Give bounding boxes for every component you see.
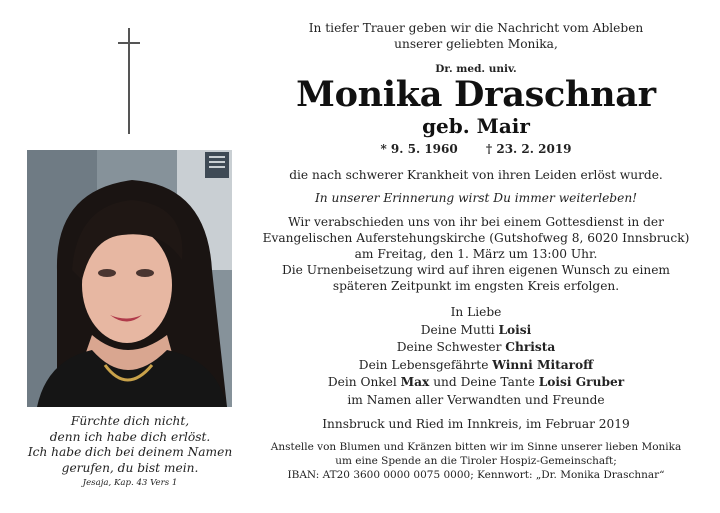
mourner-line: Deine Mutti Loisi [420, 322, 532, 337]
mourner-line: Dein Onkel Max und Deine Tante Loisi Gruber [327, 375, 625, 389]
death-date: † 23. 2. 2019 [485, 142, 572, 156]
deceased-name: Monika Draschnar [296, 74, 656, 115]
maiden-name: geb. Mair [422, 114, 530, 138]
verse-line: denn ich habe dich erlöst. [49, 429, 211, 444]
mourner-line: im Namen aller Verwandten und Freunde [347, 392, 605, 407]
service-line: Die Urnenbeisetzung wird auf ihren eigenen Wunsch zu einem [282, 263, 670, 277]
mourners-heading: In Liebe [450, 305, 502, 319]
donation-line: um eine Spende an die Tiroler Hospiz-Gemeinschaft; [335, 455, 617, 467]
cross-icon-bar [118, 42, 140, 44]
intro-line: unserer geliebten Monika, [394, 37, 558, 51]
mourner-line: Deine Schwester Christa [396, 340, 556, 354]
verse-line: gerufen, du bist mein. [61, 460, 199, 475]
donation-line: IBAN: AT20 3600 0000 0075 0000; Kennwort: „Dr. Monika Draschnar“ [287, 469, 665, 481]
memory-line: In unserer Erinnerung wirst Du immer weiterleben! [314, 191, 638, 205]
service-line: späteren Zeitpunkt im engsten Kreis erfolgen. [332, 279, 620, 293]
academic-degree: Dr. med. univ. [435, 63, 517, 75]
obituary-text [262, 20, 690, 482]
verse-line: Ich habe dich bei deinem Namen [27, 445, 233, 459]
donation-line: Anstelle von Blumen und Kränzen bitten wir im Sinne unserer lieben Monika [270, 441, 682, 453]
verse-reference: Jesaja, Kap. 43 Vers 1 [82, 478, 178, 488]
service-line: Evangelischen Auferstehungskirche (Gutshofweg 8, 6020 Innsbruck) [262, 231, 690, 245]
verse-line: Fürchte dich nicht, [70, 414, 190, 428]
bible-verse [14, 414, 246, 490]
service-info [262, 214, 690, 294]
donation-info [262, 440, 690, 482]
service-line: Wir verabschieden uns von ihr bei einem Gottesdienst in der [288, 215, 664, 229]
cause-line: die nach schwerer Krankheit von ihren Leiden erlöst wurde. [289, 168, 663, 182]
life-dates [262, 140, 690, 158]
portrait-photo [27, 150, 232, 407]
mourners [262, 304, 690, 409]
intro-line: In tiefer Trauer geben wir die Nachricht vom Ableben [308, 21, 644, 35]
mourner-line: Dein Lebensgefährte Winni Mitaroff [358, 357, 594, 372]
birth-date: * 9. 5. 1960 [380, 142, 458, 156]
service-line: am Freitag, den 1. März um 13:00 Uhr. [354, 247, 598, 261]
place-date: Innsbruck und Ried im Innkreis, im Februar 2019 [322, 417, 630, 431]
